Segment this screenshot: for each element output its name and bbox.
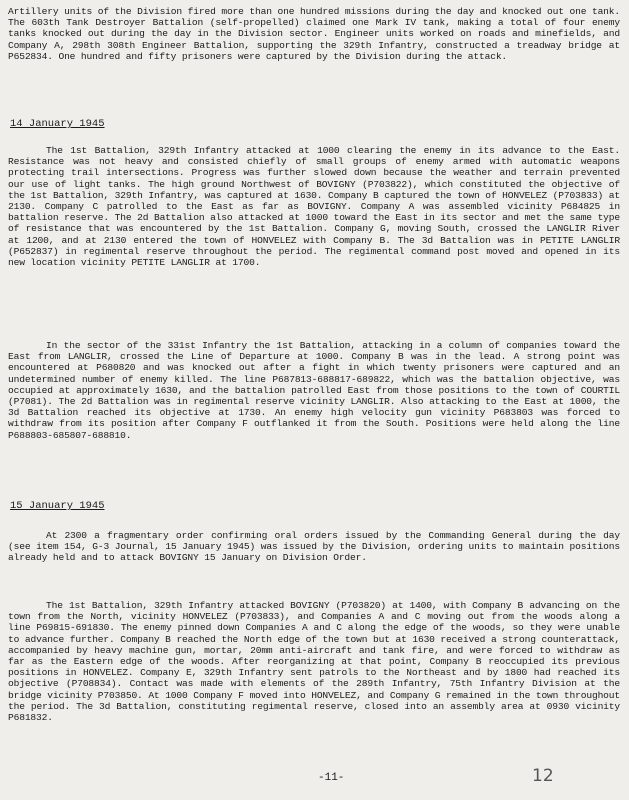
paragraph-fragmentary-order: At 2300 a fragmentary order confirming oral orders issued by the Commanding General during the day (see item 154, G-3 Journal, 15 January 1945) was issued by the Division, ordering units to maintain positions already held and to attack BOVIGNY 15 January on Division Order. <box>8 530 620 564</box>
paragraph-artillery: Artillery units of the Division fired more than one hundred missions during the day and knocked out one tank. The 603th Tank Destroyer Battalion (self-propelled) claimed one Mark IV tank, making a total of four enemy tanks knocked out during the day in the Division sector. Engineer units worked on roads and minefields, and Company A, 298th 308th Engineer Battalion, supporting the 329th Infantry, constructed a treadway bridge at P652834. One hundred and fifty prisoners were captured by the Division during the attack. <box>8 6 620 62</box>
paragraph-331st-infantry: In the sector of the 331st Infantry the 1st Battalion, attacking in a column of companies toward the East from LANGLIR, crossed the Line of Departure at 1000. Company B was in the lead. A strong point was encountered at P680820 and was knocked out after a fight in which twenty prisoners were captured and an undetermined number of enemy killed. The line P687813-688817-689822, which was the battalion objective, was occupied at approximately 1630, and the battalion patrolled East from those positions to the town of COURTIL (P7081). The 2d Battalion was in regimental reserve vicinity LANGLIR. Also attacking to the East at 1000, the 3d Battalion reached its objective at 1730. An enemy high velocity gun vicinity P683803 was forced to withdraw from its position after Company F outflanked it from the South. Positions were held along the line P688803-685807-688810. <box>8 340 620 441</box>
paragraph-1st-battalion-329th: The 1st Battalion, 329th Infantry attacked at 1000 clearing the enemy in its advance to the East. Resistance was not heavy and consisted chiefly of small groups of enemy armed with automatic weapons protecting trail intersections. Progress was further slowed down because the weather and terrain prevented our use of light tanks. The high ground Northwest of BOVIGNY (P703822), which constituted the objective of the 1st Battalion, 329th Infantry, was captured at 1630. Company B captured the town of HONVELEZ (P703833) at 2130. Company C patrolled to the East as far as BOVIGNY. Company A was assembled vicinity P684825 in battalion reserve. The 2d Battalion also attacked at 1000 toward the East in its sector and met the same type of resistance that was encountered by the 1st Battalion. Company G, moving South, crossed the LANGLIR River at 1200, and at 2130 entered the town of HONVELEZ with Company B. The 3d Battalion was in PETITE LANGLIR (P652837) in regimental reserve throughout the period. The regimental command post moved and opened in its new location vicinity PETITE LANGLIR at 1700. <box>8 145 620 269</box>
margin-annotation: 12 <box>532 766 554 786</box>
date-heading-14-january: 14 January 1945 <box>10 118 105 130</box>
paragraph-attack-bovigny: The 1st Battalion, 329th Infantry attacked BOVIGNY (P703820) at 1400, with Company B advancing on the town from the North, vicinity HONVELEZ (P703833), and Companies A and C moving out from the woods along a line P69815-691830. The enemy pinned down Companies A and C along the edge of the woods, so they were unable to advance further. Company B reached the North edge of the town but at 1630 received a strong counterattack, accompanied by heavy machine gun, mortar, 20mm anti-aircraft and tank fire, and were forced to withdraw as far as the Eastern edge of the woods. After reorganizing at that point, Company B reoccupied its previous positions in HONVELEZ. Company E, 329th Infantry sent patrols to the Northeast and by 1800 had reached its objective (P708834). Contact was made with elements of the 289th Infantry, 75th Infantry Division at the bridge vicinity P703850. At 1000 Company F moved into HONVELEZ, and Company G remained in the town throughout the period. The 3d Battalion, constituting regimental reserve, closed into an assembly area at 0930 vicinity P681832. <box>8 600 620 724</box>
page-number: -11- <box>318 772 345 784</box>
date-heading-15-january: 15 January 1945 <box>10 500 105 512</box>
